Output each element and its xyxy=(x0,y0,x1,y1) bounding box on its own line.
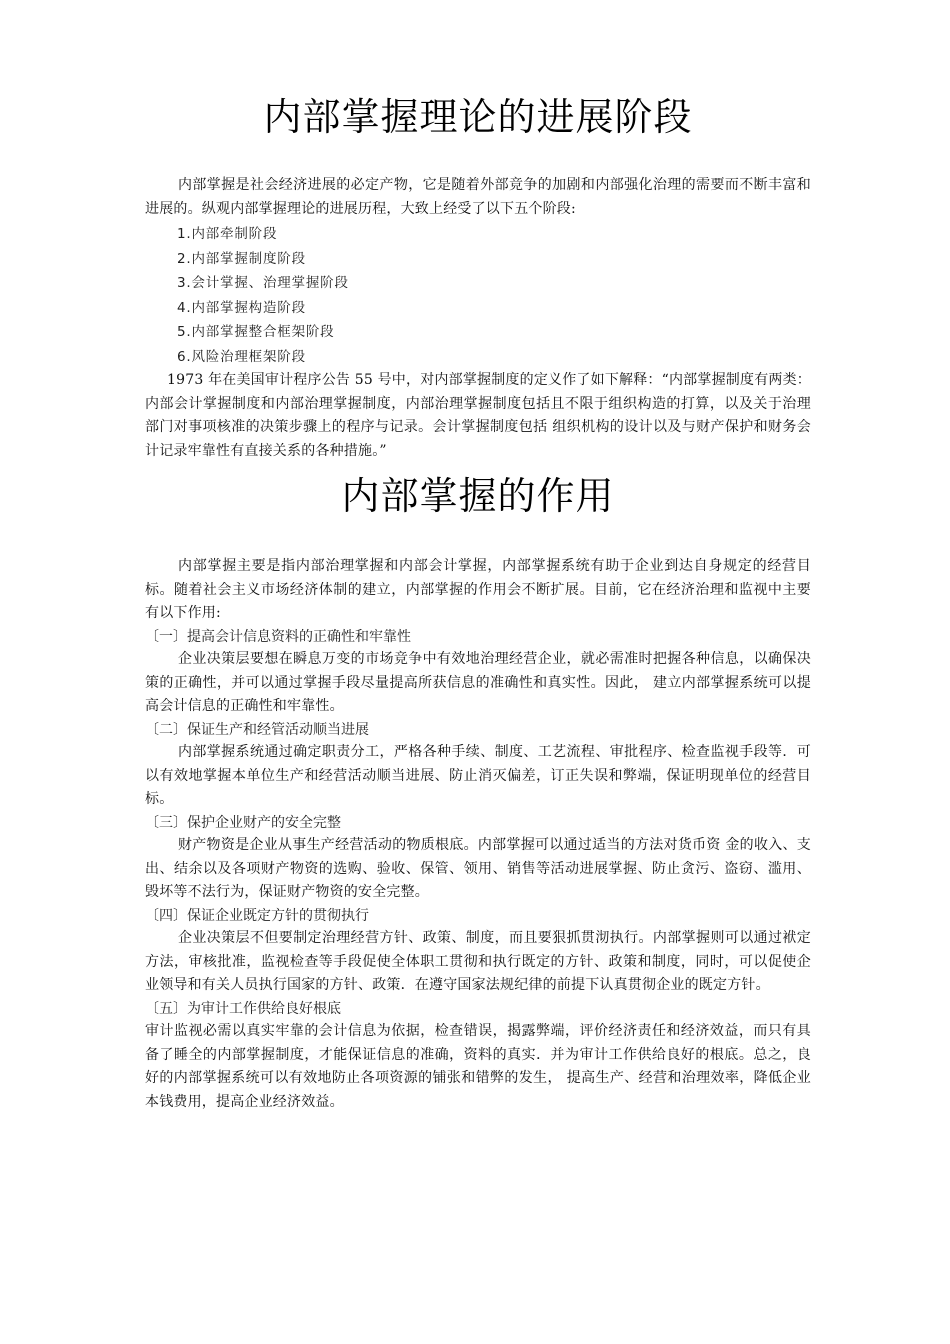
list-item: 4.内部掌握构造阶段 xyxy=(177,299,306,316)
list-item: 5.内部掌握整合框架阶段 xyxy=(177,324,335,340)
section-heading-3: 〔三〕保护企业财产的安全完整 xyxy=(145,814,341,831)
list-item: 6.风险治理框架阶段 xyxy=(177,348,306,365)
section-body-2: 内部掌握系统通过确定职责分工，严格各种手续、制度、工艺流程、审批程序、检查监视手段等．可以有效地掌握本单位生产和经营活动顺当进展、防止消灭偏差，订正失误和弊端，保证明现单位的经营目标。 xyxy=(145,744,811,807)
section-heading-5: 〔五〕为审计工作供给良好根底 xyxy=(145,1000,341,1017)
section-heading-2: 〔二〕保证生产和经管活动顺当进展 xyxy=(145,721,369,738)
intro-paragraph: 内部掌握是社会经济进展的必定产物，它是随着外部竞争的加剧和内部强化治理的需要而不断丰富和进展的。纵观内部掌握理论的进展历程，大致上经受了以下五个阶段: xyxy=(145,177,811,217)
definition-paragraph: 1973 年在美国审计程序公告 55 号中，对内部掌握制度的定义作了如下解释：“内部掌握制度有两类：内部会计掌握制度和内部治理掌握制度，内部治理掌握制度包括且不限于组织构造的打算，以及关于治理部门对事项核准的决策步骤上的程序与记录。会计掌握制度包括 组织机构的设计以及与财产保护和财务会计记录牢靠性有直接关系的各种措施。” xyxy=(145,372,811,459)
section-body-4: 企业决策层不但要制定治理经营方针、政策、制度，而且要狠抓贯沏执行。内部掌握则可以通过袱定方法，审核批准，监视检查等手段促使全体职工贯彻和执行既定的方针、政策和制度，同时，可以促使企业领导和有关人员执行国家的方针、政策．在遵守国家法规纪律的前提下认真贯彻企业的既定方针。 xyxy=(145,930,811,993)
section-heading-4: 〔四〕保证企业既定方针的贯彻执行 xyxy=(145,907,369,924)
section-body-3: 财产物资是企业从事生产经营活动的物质根底。内部掌握可以通过适当的方法对货币资 金的收入、支出、结余以及各项财产物资的选购、验收、保管、领用、销售等活动进展掌握、防止贪污、盗窃、滥用、毁坏等不法行为，保证财产物资的安全完整。 xyxy=(145,837,811,900)
section-body-1: 企业决策层要想在瞬息万变的市场竞争中有效地治理经营企业，就必需准时把握各种信息，以确保决策的正确性，并可以通过掌握手段尽量提高所获信息的准确性和真实性。因此， 建立内部掌握系统可以提高会计信息的正确性和牢靠性。 xyxy=(145,651,811,714)
list-item: 3.会计掌握、治理掌握阶段 xyxy=(177,275,349,291)
overview-paragraph: 内部掌握主要是指内部治理掌握和内部会计掌握，内部掌握系统有助于企业到达自身规定的经营目标。随着社会主义市场经济体制的建立，内部掌握的作用会不断扩展。目前，它在经济治理和监视中主要有以下作用: xyxy=(145,558,811,621)
list-item: 1.内部牵制阶段 xyxy=(177,226,278,242)
title-development-stages: 内部掌握理论的进展阶段 xyxy=(263,95,693,139)
document-content xyxy=(145,88,811,1114)
stages-list xyxy=(145,222,811,369)
section-body-5: 审计监视必需以真实牢靠的会计信息为依据，检查错误，揭露弊端，评价经济责任和经济效益，而只有具备了睡全的内部掌握制度，才能保证信息的准确，资料的真实．并为审计工作供给良好的根底。总之，良好的内部掌握系统可以有效地防止各项资源的铺张和错弊的发生， 提高生产、经营和治理效率，降低企业本钱费用，提高企业经济效益。 xyxy=(145,1023,811,1110)
list-item: 2.内部掌握制度阶段 xyxy=(177,250,306,267)
section-heading-1: 〔一〕提高会计信息资料的正确性和牢靠性 xyxy=(145,628,411,645)
title-functions: 内部掌握的作用 xyxy=(341,474,615,518)
